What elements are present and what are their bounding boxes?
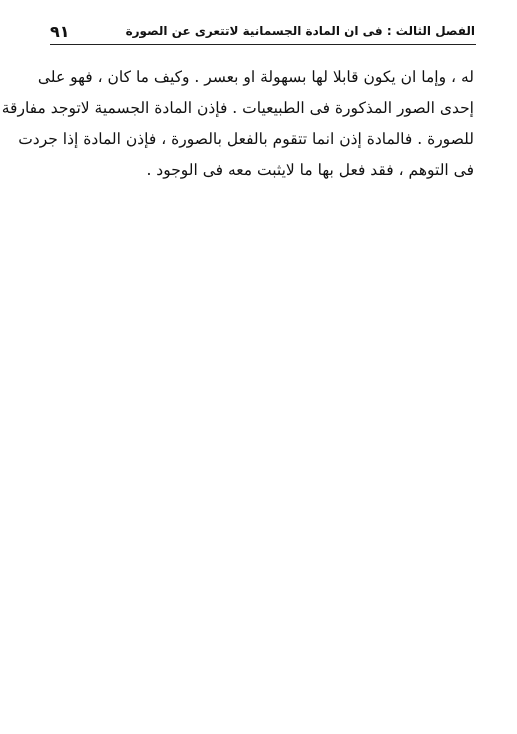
body-paragraph — [1, 62, 474, 186]
page-number: ٩١ — [50, 21, 70, 41]
header-rule — [50, 44, 476, 45]
text-line: للصورة . فالمادة إذن انما تتقوم بالفعل بالصورة ، فإذن المادة إذا جردت — [18, 130, 474, 148]
text-line: له ، وإما ان يكون قابلا لها بسهولة او بعسر . وكيف ما كان ، فهو على — [37, 68, 474, 86]
text-line: إحدى الصور المذكورة فى الطبيعيات . فإذن المادة الجسمية لاتوجد مفارقة — [1, 99, 474, 117]
running-title: الفصل الثالث : فى ان المادة الجسمانية لاتتعرى عن الصورة — [125, 24, 475, 38]
page-header — [50, 18, 475, 44]
text-line: فى التوهم ، فقد فعل بها ما لايثبت معه فى الوجود . — [146, 161, 474, 179]
